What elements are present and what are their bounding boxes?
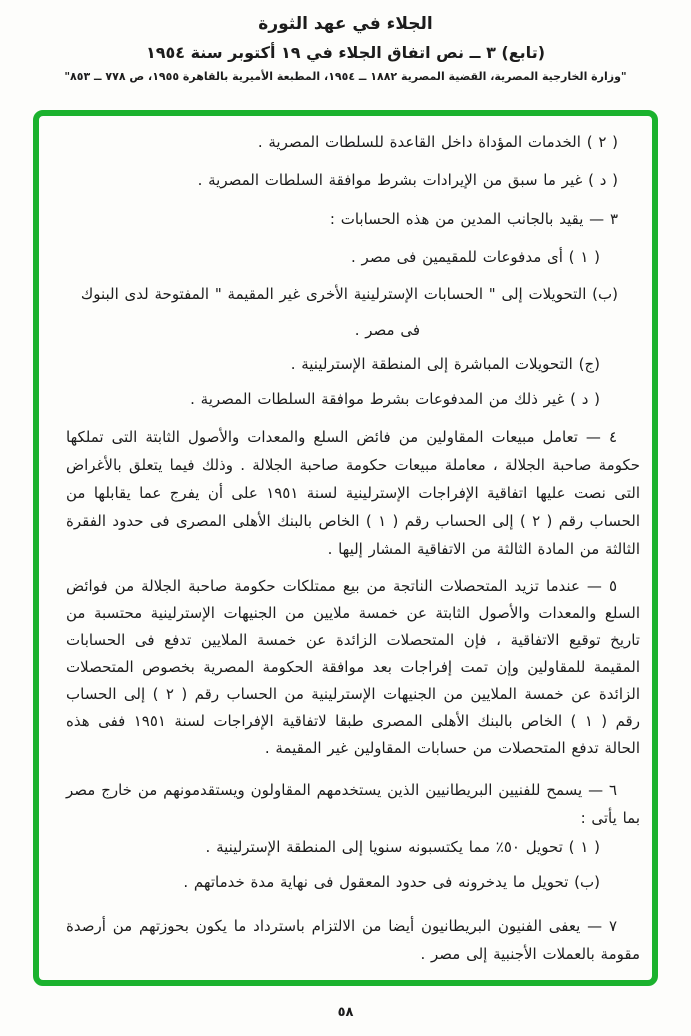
highlight-box <box>33 110 658 986</box>
clause-paragraph: ٥ — عندما تزيد المتحصلات الناتجة من بيع ممتلكات حكومة صاحبة الجلالة من فوائض السلع والمعدات والأصول الثابتة عن خمسة ملايين من الجنيهات الإسترلينية محتسبة من تاريخ توقيع الاتفاقية ، فإن المتحصلات الزائدة عن خمسة الملايين تدفع فى الحسابات المقيمة للمقاولين وإن تمت إفراجات بعد موافقة الحكومة المصرية بخصوص المتحصلات الزائدة عن خمسة الملايين من الجنيهات الإسترلينية من الحساب رقم ( ٢ ) إلى الحساب رقم ( ١ ) الخاص بالبنك الأهلى المصرى طبقا لاتفاقية الإفراجات لسنة ١٩٥١ ففى هذه الحالة تدفع المتحصلات من حسابات المقاولين غير المقيمة . <box>66 577 641 757</box>
clause-sub-item: ( ١ ) أى مدفوعات للمقيمين فى مصر . <box>351 248 600 266</box>
clause-heading: ٣ — يقيد بالجانب المدين من هذه الحسابات : <box>329 210 618 228</box>
clause-item: ( د ) غير ما سبق من الإيرادات بشرط موافقة السلطات المصرية . <box>197 171 618 189</box>
clause-paragraph: ٧ — يعفى الفنيون البريطانيون أيضا من الالتزام باسترداد ما يكون بحوزتهم من أرصدة مقومة بالعملات الأجنبية إلى مصر . <box>66 917 640 963</box>
clause-sub-item: ( د ) غير ذلك من المدفوعات بشرط موافقة السلطات المصرية . <box>190 390 600 408</box>
clause-item: ( ٢ ) الخدمات المؤداة داخل القاعدة للسلطات المصرية . <box>257 133 618 151</box>
page-header <box>0 14 691 83</box>
source-citation: "وزارة الخارجية المصرية، القضية المصرية ١٨٨٢ ــ ١٩٥٤، المطبعة الأميرية بالقاهرة ١٩٥٥، ص ٧٧٨ ــ ٨٥٣" <box>64 70 627 83</box>
clause-sub-item <box>66 282 640 342</box>
clause-sub-item: (ب) تحويل ما يدخرونه فى حدود المعقول فى نهاية مدة خدماتهم . <box>183 873 600 891</box>
clause-paragraph: ٤ — تعامل مبيعات المقاولين من فائض السلع والمعدات والأصول الثابتة التى تملكها حكومة صاحبة الجلالة ، معاملة مبيعات حكومة صاحبة الجلالة . وذلك فيما يتعلق بالأغراض التى نصت عليها اتفاقية الإفراجات الإسترلينية لسنة ١٩٥١ على أن يفرج عما يقابلها من الحساب رقم ( ٢ ) إلى الحساب رقم ( ١ ) الخاص بالبنك الأهلى المصرى فى حدود الفقرة الثالثة من المادة الثالثة من الاتفاقية المشار إليها . <box>66 428 640 558</box>
clause-sub-item-line: (ب) التحويلات إلى " الحسابات الإسترلينية الأخرى غير المقيمة " المفتوحة لدى البنوك <box>80 285 618 303</box>
agreement-text <box>39 116 652 980</box>
clause-sub-item: ( ١ ) تحويل ٥٠٪ مما يكتسبونه سنويا إلى المنطقة الإسترلينية . <box>205 838 600 856</box>
page-number: ٥٨ <box>337 1005 354 1020</box>
clause-paragraph: ٦ — يسمح للفنيين البريطانيين الذين يستخدمهم المقاولون ويستقدمونهم من خارج مصر بما يأتى : <box>66 781 640 827</box>
section-title: (تابع) ٣ ــ نص اتفاق الجلاء في ١٩ أكتوبر سنة ١٩٥٤ <box>145 43 546 62</box>
book-title: الجلاء في عهد الثورة <box>258 14 433 34</box>
clause-sub-item-continuation: فى مصر . <box>354 321 420 339</box>
clause-sub-item: (ج) التحويلات المباشرة إلى المنطقة الإسترلينية . <box>290 355 600 373</box>
